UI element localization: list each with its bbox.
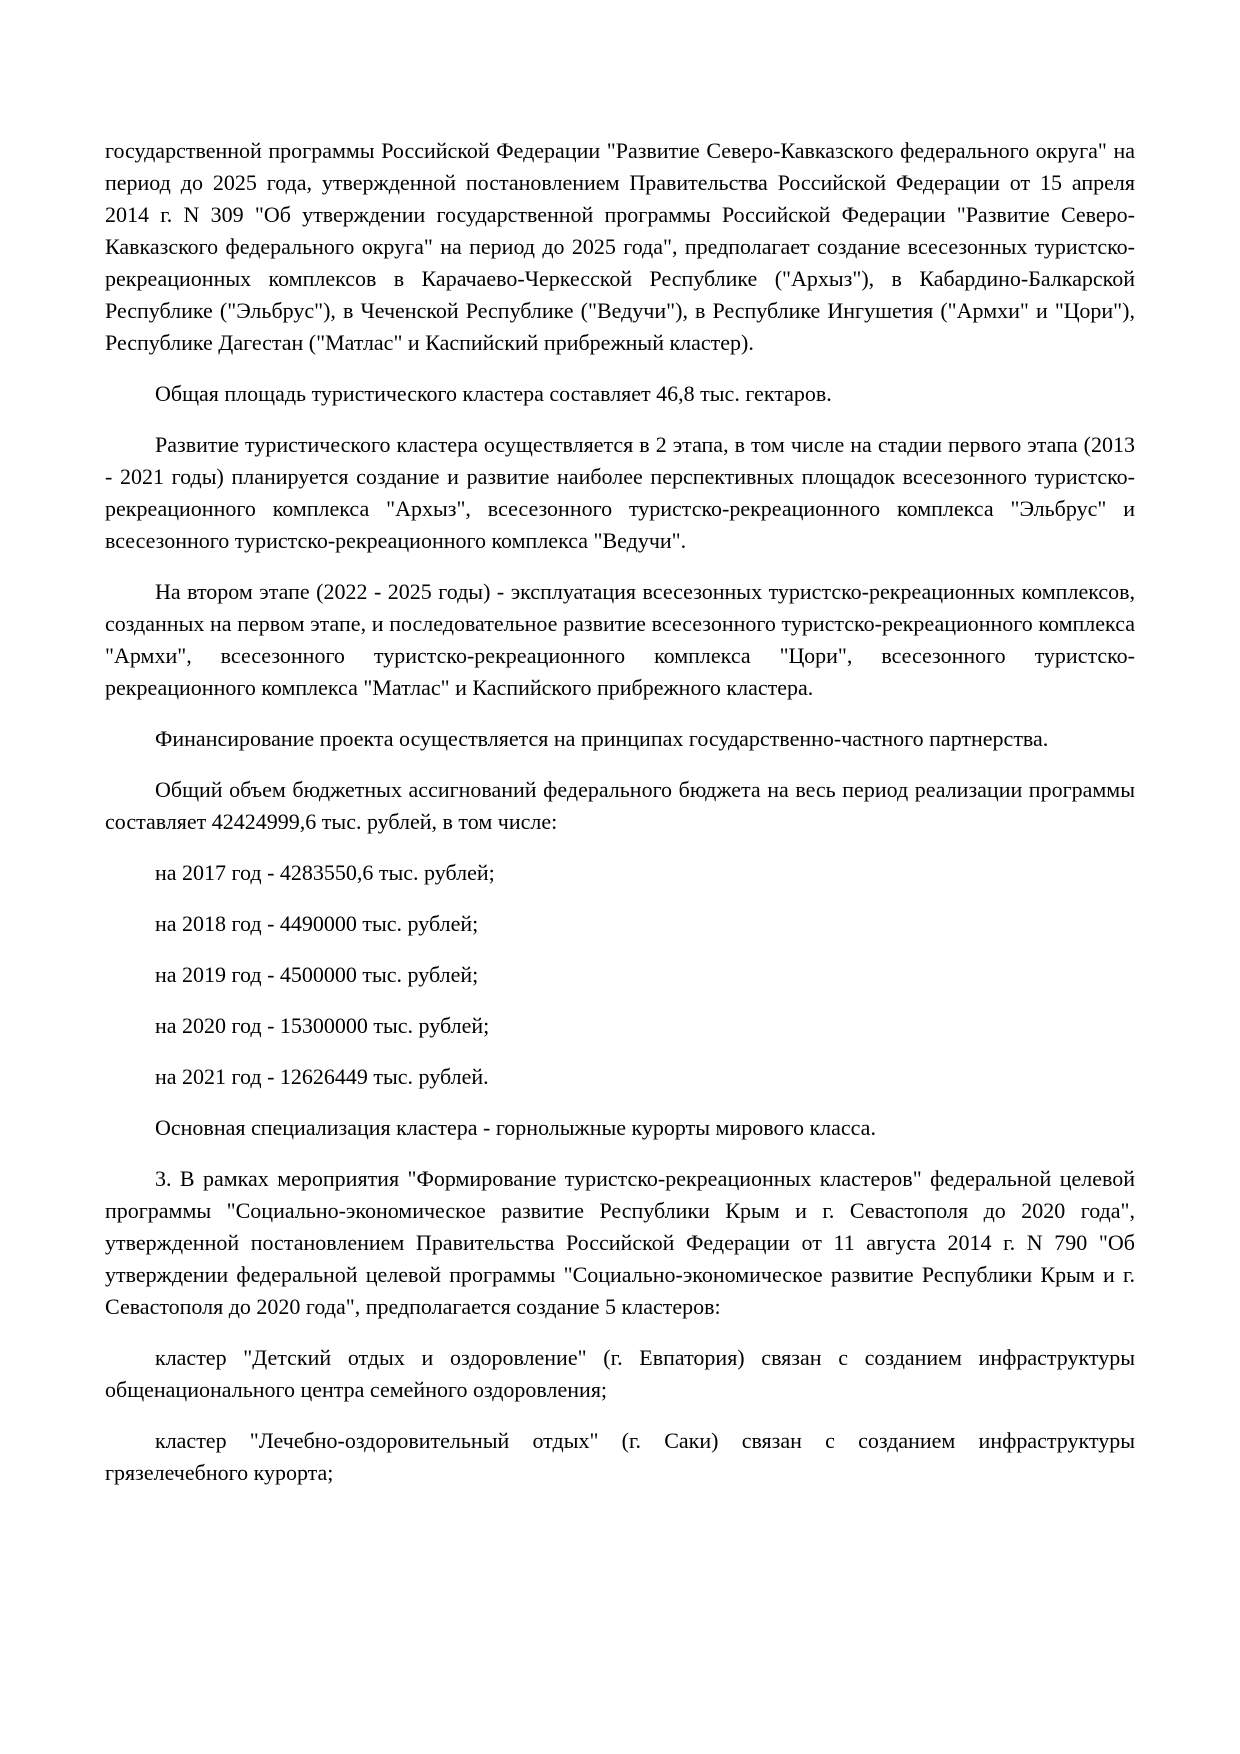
- paragraph-total-area: Общая площадь туристического кластера составляет 46,8 тыс. гектаров.: [155, 381, 832, 406]
- paragraph-cluster-saki: кластер "Лечебно-оздоровительный отдых" (г. Саки) связан с созданием инфраструктуры грязелечебного курорта;: [105, 1428, 1135, 1485]
- paragraph-financing: Финансирование проекта осуществляется на принципах государственно-частного партнерства.: [155, 726, 1049, 751]
- paragraph-stage-one: Развитие туристического кластера осуществляется в 2 этапа, в том числе на стадии первого этапа (2013 - 2021 годы) планируется создание и развитие наиболее перспективных площадок всесезонного туристско-рекреационного комплекса "Архыз", всесезонного туристско-рекреационного комплекса "Эльбрус" и всесезонного туристско-рекреационного комплекса "Ведучи".: [105, 432, 1135, 553]
- paragraph-stage-two: На втором этапе (2022 - 2025 годы) - эксплуатация всесезонных туристско-рекреационных комплексов, созданных на первом этапе, и последовательное развитие всесезонного туристско-рекреационного комплекса "Армхи", всесезонного туристско-рекреационного комплекса "Цори", всесезонного туристско-рекреационного комплекса "Матлас" и Каспийского прибрежного кластера.: [105, 579, 1135, 700]
- budget-line-2017: на 2017 год - 4283550,6 тыс. рублей;: [155, 860, 495, 885]
- paragraph-cluster-evpatoria: кластер "Детский отдых и оздоровление" (г. Евпатория) связан с созданием инфраструктуры общенационального центра семейного оздоровления;: [105, 1345, 1135, 1402]
- paragraph-budget-total: Общий объем бюджетных ассигнований федерального бюджета на весь период реализации программы составляет 42424999,6 тыс. рублей, в том числе:: [105, 777, 1135, 834]
- paragraph-item-3-crimea: 3. В рамках мероприятия "Формирование туристско-рекреационных кластеров" федеральной целевой программы "Социально-экономическое развитие Республики Крым и г. Севастополя до 2020 года", утвержденной постановлением Правительства Российской Федерации от 11 августа 2014 г. N 790 "Об утверждении федеральной целевой программы "Социально-экономическое развитие Республики Крым и г. Севастополя до 2020 года", предполагается создание 5 кластеров:: [105, 1166, 1135, 1319]
- budget-line-2020: на 2020 год - 15300000 тыс. рублей;: [155, 1013, 490, 1038]
- budget-line-2019: на 2019 год - 4500000 тыс. рублей;: [155, 962, 479, 987]
- budget-line-2021: на 2021 год - 12626449 тыс. рублей.: [155, 1064, 489, 1089]
- paragraph-specialization: Основная специализация кластера - горнолыжные курорты мирового класса.: [155, 1115, 876, 1140]
- paragraph-program-continuation: государственной программы Российской Федерации "Развитие Северо-Кавказского федерального округа" на период до 2025 года, утвержденной постановлением Правительства Российской Федерации от 15 апреля 2014 г. N 309 "Об утверждении государственной программы Российской Федерации "Развитие Северо-Кавказского федерального округа" на период до 2025 года", предполагает создание всесезонных туристско-рекреационных комплексов в Карачаево-Черкесской Республике ("Архыз"), в Кабардино-Балкарской Республике ("Эльбрус"), в Чеченской Республике ("Ведучи"), в Республике Ингушетия ("Армхи" и "Цори"), Республике Дагестан ("Матлас" и Каспийский прибрежный кластер).: [105, 138, 1135, 355]
- budget-line-2018: на 2018 год - 4490000 тыс. рублей;: [155, 911, 479, 936]
